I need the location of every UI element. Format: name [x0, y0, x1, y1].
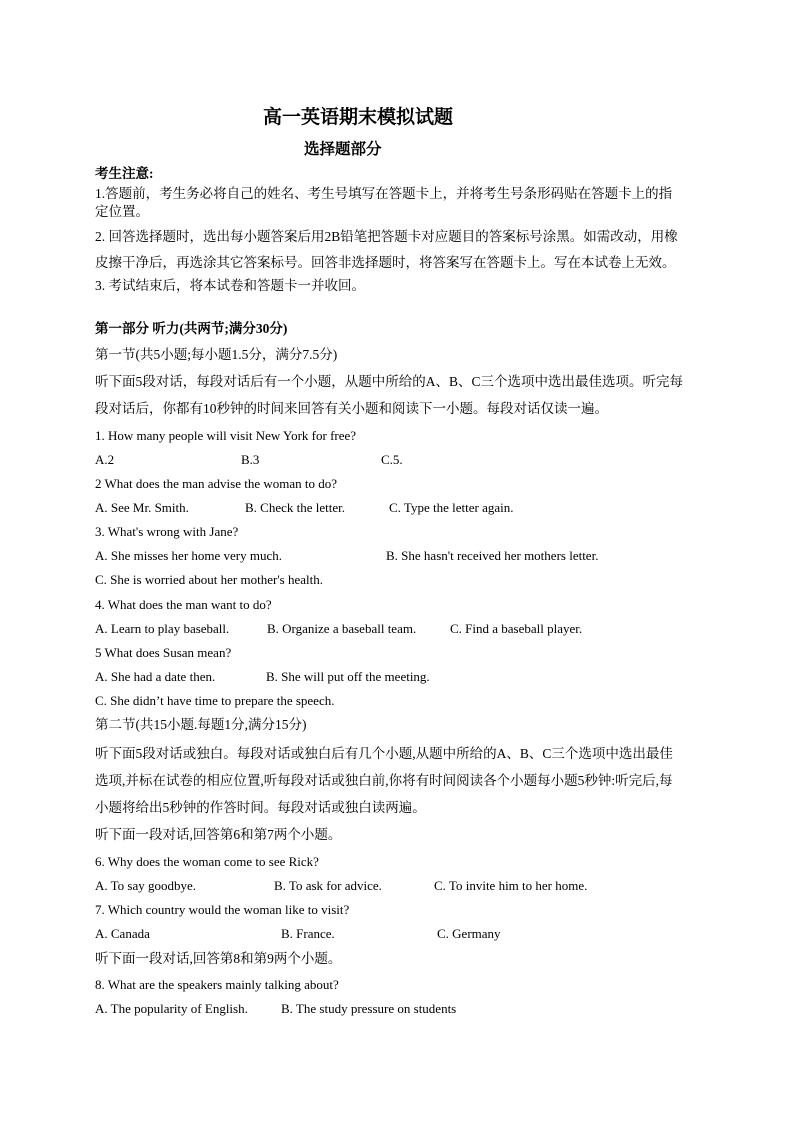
- option-a: A. She misses her home very much.: [95, 548, 283, 563]
- notice-item-2: 2. 回答选择题时，选出每小题答案后用2B铅笔把答题卡对应题目的答案标号涂黑。如需改动，用橡: [95, 229, 678, 244]
- question-stem: 1. How many people will visit New York for free?: [95, 428, 357, 443]
- dialog-instructions: 听下面一段对话,回答第8和第9两个小题。: [95, 951, 342, 966]
- notice-item-3: 3. 考试结束后，将本试卷和答题卡一并收回。: [95, 278, 365, 293]
- option-a: A. She had a date then.: [95, 669, 216, 684]
- option-c: C. Type the letter again.: [389, 500, 514, 515]
- section2-instructions: 听下面5段对话或独白。每段对话或独白后有几个小题,从题中所给的A、B、C三个选项中选出最佳: [95, 746, 673, 761]
- question-stem: 8. What are the speakers mainly talking about?: [95, 977, 339, 992]
- question-stem: 4. What does the man want to do?: [95, 597, 272, 612]
- question-stem: 5 What does Susan mean?: [95, 645, 232, 660]
- option-c: C.5.: [381, 452, 403, 467]
- section2-instructions-cont-2: 小题将给出5秒钟的作答时间。每段对话或独白读两遍。: [95, 800, 426, 815]
- section1-instructions-cont: 段对话后，你都有10秒钟的时间来回答有关小题和阅读下一小题。每段对话仅读一遍。: [95, 401, 608, 416]
- option-c: C. She didn’t have time to prepare the speech.: [95, 693, 335, 708]
- page-title: 高一英语期末模拟试题: [263, 107, 454, 128]
- notice-item-2-cont: 皮擦干净后，再选涂其它答案标号。回答非选择题时，将答案写在答题卡上。写在本试卷上无效。: [95, 255, 676, 270]
- option-a: A. The popularity of English.: [95, 1001, 248, 1016]
- option-b: B. Organize a baseball team.: [267, 621, 417, 636]
- question-stem: 7. Which country would the woman like to visit?: [95, 902, 350, 917]
- option-c: C. Germany: [437, 926, 501, 941]
- option-b: B. The study pressure on students: [281, 1001, 457, 1016]
- dialog-instructions: 听下面一段对话,回答第6和第7两个小题。: [95, 827, 342, 842]
- question-stem: 3. What's wrong with Jane?: [95, 524, 239, 539]
- option-c: C. Find a baseball player.: [450, 621, 583, 636]
- notice-item-1-cont: 定位置。: [95, 204, 149, 219]
- option-b: B. She hasn't received her mothers letter.: [386, 548, 599, 563]
- option-a: A. To say goodbye.: [95, 878, 197, 893]
- notice-item-1: 1.答题前，考生务必将自己的姓名、考生号填写在答题卡上，并将考生号条形码贴在答题卡上的指: [95, 186, 673, 201]
- option-b: B.3: [241, 452, 260, 467]
- question-stem: 2 What does the man advise the woman to do?: [95, 476, 338, 491]
- option-b: B. To ask for advice.: [274, 878, 382, 893]
- part1-heading: 第一部分 听力(共两节;满分30分): [95, 321, 288, 336]
- option-b: B. She will put off the meeting.: [266, 669, 430, 684]
- option-a: A. Canada: [95, 926, 150, 941]
- option-a: A.2: [95, 452, 115, 467]
- section1-heading: 第一节(共5小题;每小题1.5分，满分7.5分): [95, 347, 338, 362]
- option-c: C. To invite him to her home.: [434, 878, 588, 893]
- section2-heading: 第二节(共15小题.每题1分,满分15分): [95, 717, 307, 732]
- option-a: A. Learn to play baseball.: [95, 621, 230, 636]
- section1-instructions: 听下面5段对话，每段对话后有一个小题，从题中所给的A、B、C三个选项中选出最佳选项。听完每: [95, 374, 684, 389]
- section2-instructions-cont: 选项,并标在试卷的相应位置,听每段对话或独白前,你将有时间阅读各个小题每小题5秒钟:听完后,每: [95, 773, 673, 788]
- option-b: B. France.: [281, 926, 335, 941]
- question-stem: 6. Why does the woman come to see Rick?: [95, 854, 319, 869]
- option-c: C. She is worried about her mother's health.: [95, 572, 323, 587]
- option-a: A. See Mr. Smith.: [95, 500, 189, 515]
- notice-heading: 考生注意:: [95, 166, 154, 181]
- page-subtitle: 选择题部分: [304, 141, 382, 158]
- option-b: B. Check the letter.: [245, 500, 346, 515]
